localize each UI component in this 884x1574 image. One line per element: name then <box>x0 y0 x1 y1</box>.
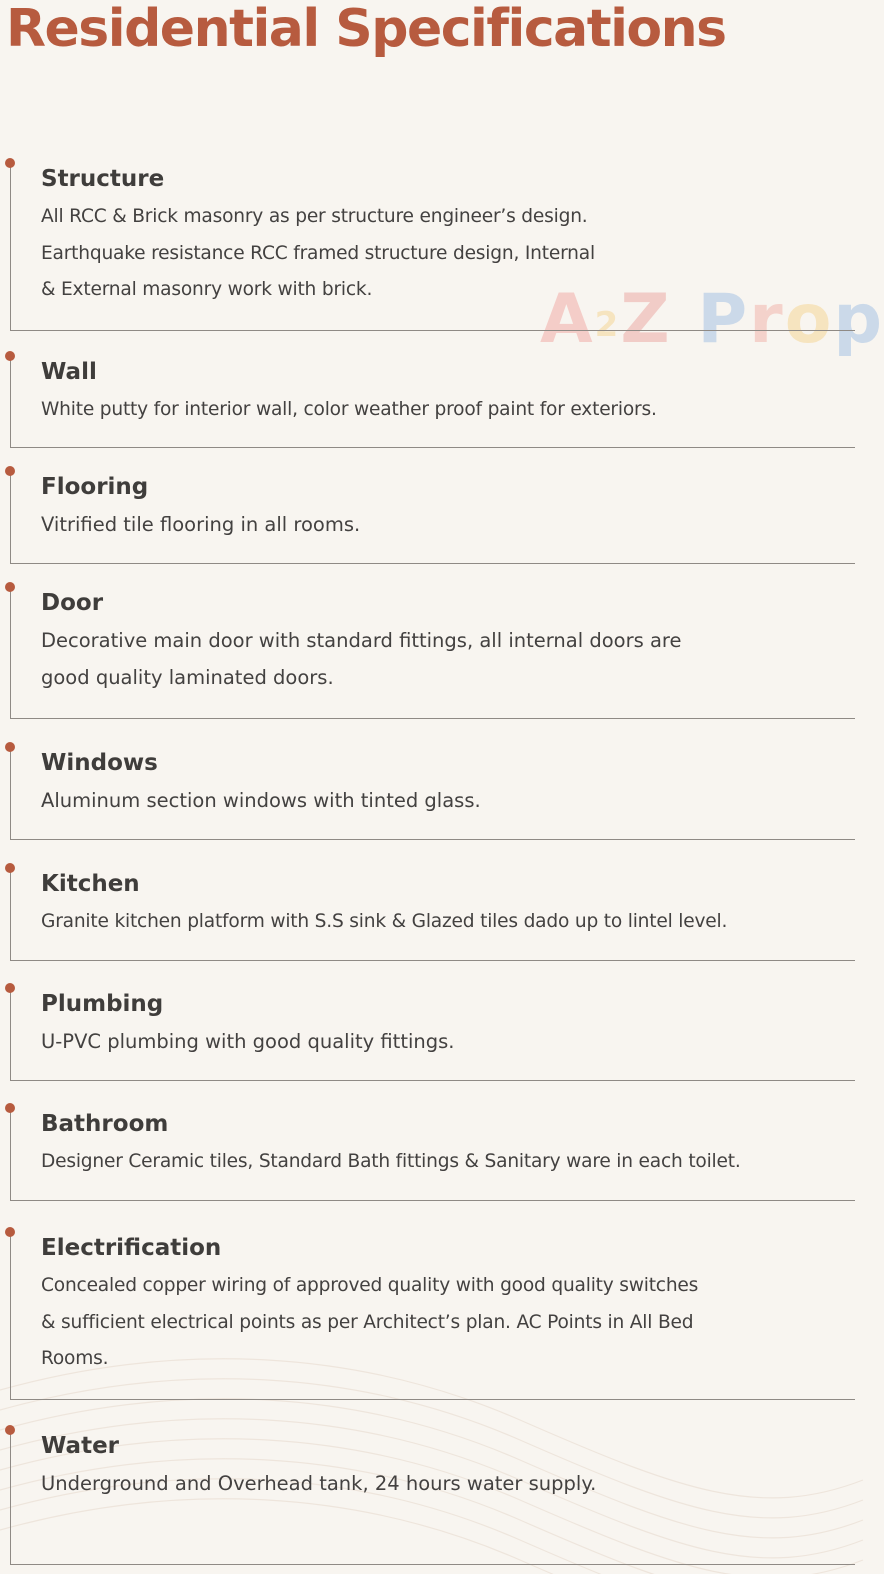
spec-heading: Windows <box>41 750 158 776</box>
spec-description: U-PVC plumbing with good quality fittings. <box>41 1030 455 1053</box>
spec-item-flooring <box>10 472 855 564</box>
spec-heading: Water <box>41 1433 120 1459</box>
spec-item-kitchen <box>10 869 855 961</box>
spec-description: Granite kitchen platform with S.S sink & Glazed tiles dado up to lintel level. <box>41 911 728 932</box>
timeline-dot <box>5 1425 15 1435</box>
spec-item-bathroom <box>10 1109 855 1201</box>
timeline-dot <box>5 351 15 361</box>
spec-heading: Structure <box>41 166 165 192</box>
spec-item-water <box>10 1431 855 1565</box>
spec-description: Concealed copper wiring of approved quality with good quality switches & sufficient electrical points as per Architect’s plan. AC Points in All Bed Rooms. <box>41 1275 699 1369</box>
spec-heading: Bathroom <box>41 1111 169 1137</box>
spec-description: Vitrified tile flooring in all rooms. <box>41 513 361 536</box>
spec-item-door <box>10 588 855 719</box>
spec-heading: Wall <box>41 359 97 385</box>
brand-watermark-logo: A2Z Prop <box>540 280 884 359</box>
spec-item-structure <box>10 164 855 331</box>
timeline-dot <box>5 582 15 592</box>
timeline-dot <box>5 1103 15 1113</box>
spec-item-plumbing <box>10 989 855 1081</box>
timeline-dot <box>5 466 15 476</box>
timeline-dot <box>5 1227 15 1237</box>
spec-description: Underground and Overhead tank, 24 hours water supply. <box>41 1472 597 1495</box>
spec-description: White putty for interior wall, color weather proof paint for exteriors. <box>41 399 657 420</box>
spec-description: All RCC & Brick masonry as per structure engineer’s design. Earthquake resistance RCC framed structure design, Internal & External masonry work with brick. <box>41 206 595 300</box>
spec-description: Designer Ceramic tiles, Standard Bath fittings & Sanitary ware in each toilet. <box>41 1151 741 1172</box>
spec-item-windows <box>10 748 855 840</box>
page-title: Residential Specifications <box>6 0 726 59</box>
spec-heading: Flooring <box>41 474 149 500</box>
timeline-dot <box>5 863 15 873</box>
spec-item-wall <box>10 357 855 448</box>
spec-item-electrification <box>10 1233 855 1400</box>
timeline-dot <box>5 983 15 993</box>
spec-heading: Door <box>41 590 104 616</box>
spec-description: Decorative main door with standard fittings, all internal doors are good quality laminated doors. <box>41 629 682 689</box>
spec-heading: Electrification <box>41 1235 222 1261</box>
spec-heading: Plumbing <box>41 991 164 1017</box>
timeline-dot <box>5 742 15 752</box>
timeline-dot <box>5 158 15 168</box>
spec-description: Aluminum section windows with tinted glass. <box>41 789 481 812</box>
spec-heading: Kitchen <box>41 871 140 897</box>
